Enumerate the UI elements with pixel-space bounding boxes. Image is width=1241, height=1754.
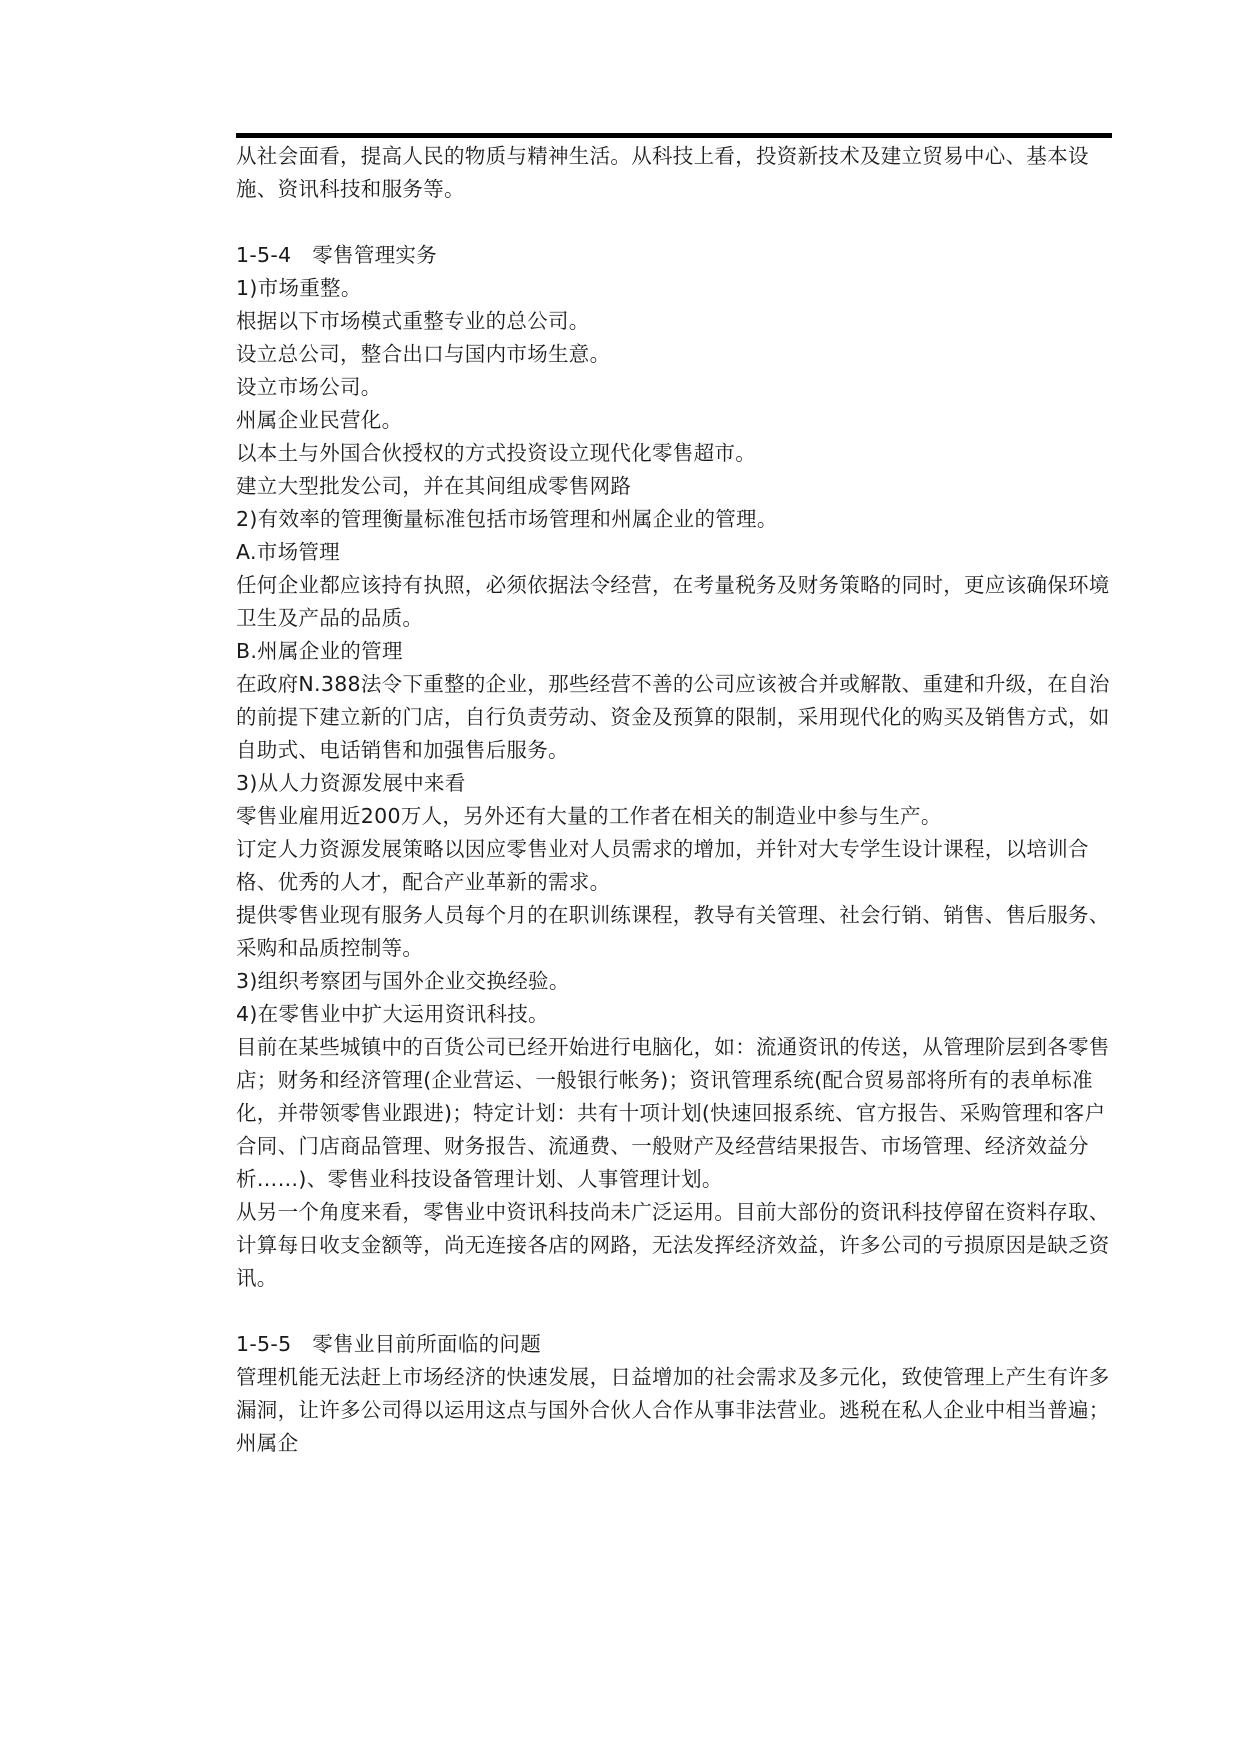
paragraph: 设立市场公司。 <box>236 375 382 399</box>
paragraph: 管理机能无法赶上市场经济的快速发展，日益增加的社会需求及多元化，致使管理上产生有许多漏洞，让许多公司得以运用这点与国外合伙人合作从事非法营业。逃税在私人企业中相当普遍；州属企 <box>236 1365 1110 1455</box>
paragraph: 零售业雇用近200万人，另外还有大量的工作者在相关的制造业中参与生产。 <box>236 804 942 828</box>
blank-line <box>236 206 1116 239</box>
list-item: 3)组织考察团与国外企业交换经验。 <box>236 969 570 993</box>
blank-line <box>236 1295 1116 1328</box>
paragraph: 在政府N.388法令下重整的企业，那些经营不善的公司应该被合并或解散、重建和升级，在自治的前提下建立新的门店，自行负责劳动、资金及预算的限制，采用现代化的购买及销售方式，如自助式、电话销售和加强售后服务。 <box>236 672 1110 762</box>
subheading: B.州属企业的管理 <box>236 639 403 663</box>
header-rule <box>236 133 1112 138</box>
paragraph: 建立大型批发公司，并在其间组成零售网路 <box>236 474 632 498</box>
section-heading-1-5-4: 1-5-4 零售管理实务 <box>236 243 438 267</box>
subheading: A.市场管理 <box>236 540 340 564</box>
paragraph: 任何企业都应该持有执照，必须依据法令经营，在考量税务及财务策略的同时，更应该确保环境卫生及产品的品质。 <box>236 573 1110 630</box>
paragraph: 州属企业民营化。 <box>236 408 403 432</box>
list-item: 2)有效率的管理衡量标准包括市场管理和州属企业的管理。 <box>236 507 778 531</box>
paragraph: 订定人力资源发展策略以因应零售业对人员需求的增加，并针对大专学生设计课程，以培训合格、优秀的人才，配合产业革新的需求。 <box>236 837 1089 894</box>
document-body <box>236 140 1116 1460</box>
list-item: 3)从人力资源发展中来看 <box>236 771 466 795</box>
paragraph: 根据以下市场模式重整专业的总公司。 <box>236 309 590 333</box>
paragraph: 提供零售业现有服务人员每个月的在职训练课程，教导有关管理、社会行销、销售、售后服务、采购和品质控制等。 <box>236 903 1110 960</box>
list-item: 4)在零售业中扩大运用资讯科技。 <box>236 1002 549 1026</box>
paragraph: 以本土与外国合伙授权的方式投资设立现代化零售超市。 <box>236 441 756 465</box>
paragraph: 从另一个角度来看，零售业中资讯科技尚未广泛运用。目前大部份的资讯科技停留在资料存取、计算每日收支金额等，尚无连接各店的网路，无法发挥经济效益，许多公司的亏损原因是缺乏资讯。 <box>236 1200 1110 1290</box>
section-heading-1-5-5: 1-5-5 零售业目前所面临的问题 <box>236 1332 542 1356</box>
list-item: 1)市场重整。 <box>236 276 362 300</box>
paragraph: 从社会面看，提高人民的物质与精神生活。从科技上看，投资新技术及建立贸易中心、基本设施、资讯科技和服务等。 <box>236 144 1089 201</box>
paragraph: 目前在某些城镇中的百货公司已经开始进行电脑化，如：流通资讯的传送，从管理阶层到各零售店；财务和经济管理(企业营运、一般银行帐务)；资讯管理系统(配合贸易部将所有的表单标准化，并带领零售业跟进)；特定计划：共有十项计划(快速回报系统、官方报告、采购管理和客户合同、门店商品管理、财务报告、流通费、一般财产及经营结果报告、市场管理、经济效益分析……)、零售业科技设备管理计划、人事管理计划。 <box>236 1035 1110 1191</box>
paragraph: 设立总公司，整合出口与国内市场生意。 <box>236 342 611 366</box>
